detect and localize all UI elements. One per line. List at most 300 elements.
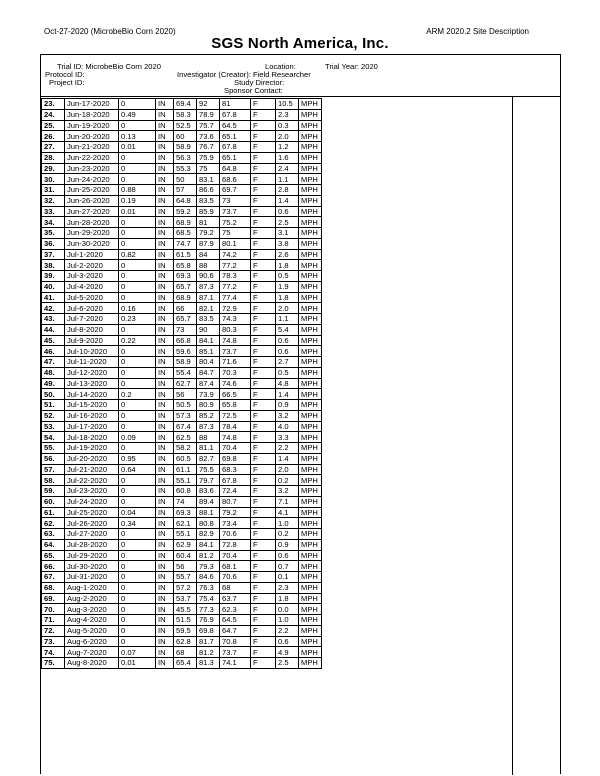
row-number: 38. xyxy=(42,260,65,271)
precip-unit-cell: IN xyxy=(156,572,174,583)
row-number: 53. xyxy=(42,421,65,432)
date-cell: Jul-28-2020 xyxy=(65,539,119,550)
table-row xyxy=(42,636,322,647)
precip-unit-cell: IN xyxy=(156,496,174,507)
max-temp-cell: 81.1 xyxy=(197,443,220,454)
row-number: 70. xyxy=(42,604,65,615)
table-row xyxy=(42,292,322,303)
wind-speed-cell: 4.9 xyxy=(276,647,299,658)
row-number: 43. xyxy=(42,314,65,325)
temp-unit-cell: F xyxy=(251,539,276,550)
min-temp-cell: 60 xyxy=(174,131,197,142)
precipitation-cell: 0 xyxy=(119,539,156,550)
min-temp-cell: 62.9 xyxy=(174,539,197,550)
row-number: 58. xyxy=(42,475,65,486)
min-temp-cell: 73 xyxy=(174,324,197,335)
temp-unit-cell: F xyxy=(251,228,276,239)
wind-speed-cell: 3.2 xyxy=(276,486,299,497)
row-number: 37. xyxy=(42,249,65,260)
min-temp-cell: 68.5 xyxy=(174,228,197,239)
min-temp-cell: 52.5 xyxy=(174,120,197,131)
table-row xyxy=(42,99,322,110)
date-cell: Jul-10-2020 xyxy=(65,346,119,357)
temp-unit-cell: F xyxy=(251,324,276,335)
min-temp-cell: 55.4 xyxy=(174,367,197,378)
report-type-title: ARM 2020.2 Site Description xyxy=(426,27,529,36)
precip-unit-cell: IN xyxy=(156,195,174,206)
temp-unit-cell: F xyxy=(251,443,276,454)
temp-unit-cell: F xyxy=(251,174,276,185)
wind-unit-cell: MPH xyxy=(299,228,322,239)
date-cell: Aug-1-2020 xyxy=(65,582,119,593)
table-row xyxy=(42,324,322,335)
min-temp-cell: 59.6 xyxy=(174,346,197,357)
date-cell: Jun-17-2020 xyxy=(65,99,119,110)
wind-unit-cell: MPH xyxy=(299,507,322,518)
row-number: 34. xyxy=(42,217,65,228)
precip-unit-cell: IN xyxy=(156,400,174,411)
row-number: 74. xyxy=(42,647,65,658)
precip-unit-cell: IN xyxy=(156,163,174,174)
date-cell: Jul-2-2020 xyxy=(65,260,119,271)
date-cell: Jul-20-2020 xyxy=(65,453,119,464)
temp-unit-cell: F xyxy=(251,389,276,400)
wind-speed-cell: 0.7 xyxy=(276,561,299,572)
date-cell: Jul-21-2020 xyxy=(65,464,119,475)
date-cell: Jul-30-2020 xyxy=(65,561,119,572)
date-cell: Jun-30-2020 xyxy=(65,238,119,249)
min-temp-cell: 61.1 xyxy=(174,464,197,475)
min-temp-cell: 62.5 xyxy=(174,432,197,443)
wind-unit-cell: MPH xyxy=(299,324,322,335)
date-cell: Jul-24-2020 xyxy=(65,496,119,507)
wind-speed-cell: 0.3 xyxy=(276,120,299,131)
wind-speed-cell: 7.1 xyxy=(276,496,299,507)
wind-unit-cell: MPH xyxy=(299,496,322,507)
wind-unit-cell: MPH xyxy=(299,281,322,292)
temp-unit-cell: F xyxy=(251,303,276,314)
precipitation-cell: 0 xyxy=(119,357,156,368)
table-row xyxy=(42,410,322,421)
precipitation-cell: 0 xyxy=(119,561,156,572)
max-temp-cell: 79.7 xyxy=(197,475,220,486)
wind-unit-cell: MPH xyxy=(299,120,322,131)
wind-unit-cell: MPH xyxy=(299,260,322,271)
max-temp-cell: 79.2 xyxy=(197,228,220,239)
wind-speed-cell: 2.6 xyxy=(276,249,299,260)
wind-unit-cell: MPH xyxy=(299,561,322,572)
precipitation-cell: 0 xyxy=(119,400,156,411)
avg-temp-cell: 67.8 xyxy=(220,475,251,486)
site-description-frame xyxy=(40,54,561,774)
max-temp-cell: 73.9 xyxy=(197,389,220,400)
wind-unit-cell: MPH xyxy=(299,357,322,368)
precipitation-cell: 0.34 xyxy=(119,518,156,529)
precip-unit-cell: IN xyxy=(156,647,174,658)
precip-unit-cell: IN xyxy=(156,152,174,163)
min-temp-cell: 60.5 xyxy=(174,453,197,464)
precip-unit-cell: IN xyxy=(156,292,174,303)
table-row xyxy=(42,400,322,411)
date-cell: Aug-8-2020 xyxy=(65,658,119,669)
date-cell: Jun-22-2020 xyxy=(65,152,119,163)
wind-unit-cell: MPH xyxy=(299,464,322,475)
max-temp-cell: 76.3 xyxy=(197,582,220,593)
precipitation-cell: 0.01 xyxy=(119,142,156,153)
max-temp-cell: 75.5 xyxy=(197,464,220,475)
table-row xyxy=(42,109,322,120)
wind-speed-cell: 2.0 xyxy=(276,131,299,142)
precip-unit-cell: IN xyxy=(156,99,174,110)
avg-temp-cell: 75.2 xyxy=(220,217,251,228)
wind-unit-cell: MPH xyxy=(299,314,322,325)
min-temp-cell: 65.8 xyxy=(174,260,197,271)
row-number: 62. xyxy=(42,518,65,529)
min-temp-cell: 55.3 xyxy=(174,163,197,174)
avg-temp-cell: 63.7 xyxy=(220,593,251,604)
avg-temp-cell: 77.4 xyxy=(220,292,251,303)
row-number: 42. xyxy=(42,303,65,314)
table-row xyxy=(42,658,322,669)
date-cell: Jul-3-2020 xyxy=(65,271,119,282)
wind-unit-cell: MPH xyxy=(299,518,322,529)
row-number: 67. xyxy=(42,572,65,583)
precipitation-cell: 0 xyxy=(119,625,156,636)
avg-temp-cell: 68.6 xyxy=(220,174,251,185)
table-row xyxy=(42,389,322,400)
row-number: 28. xyxy=(42,152,65,163)
row-number: 39. xyxy=(42,271,65,282)
investigator: Investigator (Creator): Field Researcher xyxy=(177,70,311,79)
max-temp-cell: 88 xyxy=(197,432,220,443)
precipitation-cell: 0.01 xyxy=(119,658,156,669)
date-cell: Jul-11-2020 xyxy=(65,357,119,368)
min-temp-cell: 65.7 xyxy=(174,281,197,292)
wind-speed-cell: 2.4 xyxy=(276,163,299,174)
avg-temp-cell: 80.3 xyxy=(220,324,251,335)
wind-speed-cell: 2.3 xyxy=(276,582,299,593)
table-row xyxy=(42,561,322,572)
wind-unit-cell: MPH xyxy=(299,539,322,550)
max-temp-cell: 92 xyxy=(197,99,220,110)
avg-temp-cell: 66.5 xyxy=(220,389,251,400)
temp-unit-cell: F xyxy=(251,314,276,325)
precip-unit-cell: IN xyxy=(156,131,174,142)
min-temp-cell: 55.1 xyxy=(174,529,197,540)
min-temp-cell: 65.4 xyxy=(174,658,197,669)
date-cell: Jul-9-2020 xyxy=(65,335,119,346)
max-temp-cell: 84.6 xyxy=(197,572,220,583)
min-temp-cell: 50 xyxy=(174,174,197,185)
precip-unit-cell: IN xyxy=(156,303,174,314)
min-temp-cell: 74.7 xyxy=(174,238,197,249)
temp-unit-cell: F xyxy=(251,636,276,647)
min-temp-cell: 55.1 xyxy=(174,475,197,486)
wind-speed-cell: 4.0 xyxy=(276,421,299,432)
temp-unit-cell: F xyxy=(251,260,276,271)
wind-unit-cell: MPH xyxy=(299,636,322,647)
avg-temp-cell: 69.8 xyxy=(220,453,251,464)
temp-unit-cell: F xyxy=(251,185,276,196)
row-number: 35. xyxy=(42,228,65,239)
table-row xyxy=(42,464,322,475)
precipitation-cell: 0 xyxy=(119,217,156,228)
min-temp-cell: 50.5 xyxy=(174,400,197,411)
wind-speed-cell: 4.1 xyxy=(276,507,299,518)
avg-temp-cell: 72.9 xyxy=(220,303,251,314)
wind-speed-cell: 1.8 xyxy=(276,260,299,271)
precipitation-cell: 0.07 xyxy=(119,647,156,658)
location: Location: xyxy=(265,62,296,71)
max-temp-cell: 81 xyxy=(197,217,220,228)
row-number: 24. xyxy=(42,109,65,120)
temp-unit-cell: F xyxy=(251,367,276,378)
max-temp-cell: 80.4 xyxy=(197,357,220,368)
wind-speed-cell: 3.2 xyxy=(276,410,299,421)
table-row xyxy=(42,432,322,443)
avg-temp-cell: 64.8 xyxy=(220,163,251,174)
temp-unit-cell: F xyxy=(251,486,276,497)
avg-temp-cell: 68.3 xyxy=(220,464,251,475)
protocol-id: Protocol ID: xyxy=(45,70,85,79)
temp-unit-cell: F xyxy=(251,615,276,626)
wind-unit-cell: MPH xyxy=(299,582,322,593)
avg-temp-cell: 65.8 xyxy=(220,400,251,411)
precipitation-cell: 0.88 xyxy=(119,185,156,196)
table-row xyxy=(42,475,322,486)
precipitation-cell: 0 xyxy=(119,410,156,421)
table-row xyxy=(42,131,322,142)
table-row xyxy=(42,572,322,583)
table-row xyxy=(42,604,322,615)
max-temp-cell: 76.7 xyxy=(197,142,220,153)
temp-unit-cell: F xyxy=(251,453,276,464)
avg-temp-cell: 74.8 xyxy=(220,432,251,443)
avg-temp-cell: 70.3 xyxy=(220,367,251,378)
date-cell: Jul-12-2020 xyxy=(65,367,119,378)
precip-unit-cell: IN xyxy=(156,550,174,561)
precipitation-cell: 0 xyxy=(119,174,156,185)
max-temp-cell: 84.7 xyxy=(197,367,220,378)
temp-unit-cell: F xyxy=(251,658,276,669)
row-number: 44. xyxy=(42,324,65,335)
table-row xyxy=(42,335,322,346)
avg-temp-cell: 72.4 xyxy=(220,486,251,497)
row-number: 36. xyxy=(42,238,65,249)
min-temp-cell: 56.3 xyxy=(174,152,197,163)
row-number: 46. xyxy=(42,346,65,357)
wind-unit-cell: MPH xyxy=(299,163,322,174)
row-number: 31. xyxy=(42,185,65,196)
table-row xyxy=(42,142,322,153)
precip-unit-cell: IN xyxy=(156,260,174,271)
table-row xyxy=(42,120,322,131)
wind-unit-cell: MPH xyxy=(299,453,322,464)
wind-unit-cell: MPH xyxy=(299,593,322,604)
date-cell: Jul-22-2020 xyxy=(65,475,119,486)
wind-unit-cell: MPH xyxy=(299,195,322,206)
wind-unit-cell: MPH xyxy=(299,292,322,303)
wind-unit-cell: MPH xyxy=(299,335,322,346)
avg-temp-cell: 64.7 xyxy=(220,625,251,636)
avg-temp-cell: 68.1 xyxy=(220,561,251,572)
precipitation-cell: 0 xyxy=(119,238,156,249)
wind-speed-cell: 2.5 xyxy=(276,658,299,669)
table-row xyxy=(42,357,322,368)
wind-speed-cell: 0.9 xyxy=(276,539,299,550)
precipitation-cell: 0 xyxy=(119,572,156,583)
row-number: 69. xyxy=(42,593,65,604)
row-number: 56. xyxy=(42,453,65,464)
wind-speed-cell: 0.6 xyxy=(276,636,299,647)
temp-unit-cell: F xyxy=(251,507,276,518)
precip-unit-cell: IN xyxy=(156,615,174,626)
wind-speed-cell: 1.0 xyxy=(276,518,299,529)
trial-id: Trial ID: MicrobeBio Corn 2020 xyxy=(57,62,161,71)
table-row xyxy=(42,271,322,282)
date-cell: Jun-21-2020 xyxy=(65,142,119,153)
min-temp-cell: 60.8 xyxy=(174,486,197,497)
temp-unit-cell: F xyxy=(251,647,276,658)
project-id: Project ID: xyxy=(49,78,85,87)
table-row xyxy=(42,367,322,378)
max-temp-cell: 90.6 xyxy=(197,271,220,282)
wind-unit-cell: MPH xyxy=(299,550,322,561)
max-temp-cell: 83.5 xyxy=(197,195,220,206)
min-temp-cell: 51.5 xyxy=(174,615,197,626)
wind-speed-cell: 2.3 xyxy=(276,109,299,120)
table-row xyxy=(42,550,322,561)
wind-speed-cell: 2.8 xyxy=(276,185,299,196)
date-cell: Aug-5-2020 xyxy=(65,625,119,636)
date-cell: Jul-17-2020 xyxy=(65,421,119,432)
wind-speed-cell: 0.6 xyxy=(276,550,299,561)
precipitation-cell: 0.09 xyxy=(119,432,156,443)
precipitation-cell: 0 xyxy=(119,636,156,647)
wind-speed-cell: 2.5 xyxy=(276,217,299,228)
max-temp-cell: 85.9 xyxy=(197,206,220,217)
wind-unit-cell: MPH xyxy=(299,217,322,228)
date-cell: Jun-26-2020 xyxy=(65,195,119,206)
avg-temp-cell: 70.4 xyxy=(220,443,251,454)
max-temp-cell: 87.1 xyxy=(197,292,220,303)
row-number: 25. xyxy=(42,120,65,131)
min-temp-cell: 66 xyxy=(174,303,197,314)
temp-unit-cell: F xyxy=(251,432,276,443)
table-row xyxy=(42,185,322,196)
temp-unit-cell: F xyxy=(251,120,276,131)
max-temp-cell: 69.8 xyxy=(197,625,220,636)
table-row xyxy=(42,529,322,540)
date-cell: Jul-6-2020 xyxy=(65,303,119,314)
precip-unit-cell: IN xyxy=(156,174,174,185)
avg-temp-cell: 73.7 xyxy=(220,346,251,357)
precipitation-cell: 0.64 xyxy=(119,464,156,475)
avg-temp-cell: 74.3 xyxy=(220,314,251,325)
precipitation-cell: 0.22 xyxy=(119,335,156,346)
max-temp-cell: 81.7 xyxy=(197,636,220,647)
temp-unit-cell: F xyxy=(251,163,276,174)
max-temp-cell: 73.6 xyxy=(197,131,220,142)
wind-speed-cell: 1.4 xyxy=(276,453,299,464)
row-number: 30. xyxy=(42,174,65,185)
table-row xyxy=(42,249,322,260)
avg-temp-cell: 72.5 xyxy=(220,410,251,421)
temp-unit-cell: F xyxy=(251,625,276,636)
wind-speed-cell: 1.8 xyxy=(276,593,299,604)
sponsor-contact: Sponsor Contact: xyxy=(224,86,283,95)
precip-unit-cell: IN xyxy=(156,432,174,443)
precipitation-cell: 0 xyxy=(119,496,156,507)
min-temp-cell: 59.5 xyxy=(174,625,197,636)
row-number: 29. xyxy=(42,163,65,174)
avg-temp-cell: 67.8 xyxy=(220,142,251,153)
row-number: 55. xyxy=(42,443,65,454)
avg-temp-cell: 71.6 xyxy=(220,357,251,368)
wind-speed-cell: 0.1 xyxy=(276,572,299,583)
wind-speed-cell: 1.4 xyxy=(276,195,299,206)
precip-unit-cell: IN xyxy=(156,324,174,335)
date-cell: Jun-29-2020 xyxy=(65,228,119,239)
min-temp-cell: 57.2 xyxy=(174,582,197,593)
avg-temp-cell: 77.2 xyxy=(220,260,251,271)
date-cell: Aug-6-2020 xyxy=(65,636,119,647)
precip-unit-cell: IN xyxy=(156,636,174,647)
avg-temp-cell: 80.7 xyxy=(220,496,251,507)
date-cell: Jun-25-2020 xyxy=(65,185,119,196)
precip-unit-cell: IN xyxy=(156,335,174,346)
max-temp-cell: 75.4 xyxy=(197,593,220,604)
avg-temp-cell: 68 xyxy=(220,582,251,593)
wind-unit-cell: MPH xyxy=(299,185,322,196)
wind-unit-cell: MPH xyxy=(299,625,322,636)
table-row xyxy=(42,260,322,271)
min-temp-cell: 66.8 xyxy=(174,335,197,346)
precip-unit-cell: IN xyxy=(156,120,174,131)
date-cell: Jul-19-2020 xyxy=(65,443,119,454)
table-row xyxy=(42,486,322,497)
precipitation-cell: 0 xyxy=(119,120,156,131)
precipitation-cell: 0 xyxy=(119,486,156,497)
precipitation-cell: 0 xyxy=(119,346,156,357)
precip-unit-cell: IN xyxy=(156,658,174,669)
wind-unit-cell: MPH xyxy=(299,486,322,497)
trial-year: Trial Year: 2020 xyxy=(325,62,378,71)
row-number: 40. xyxy=(42,281,65,292)
row-number: 63. xyxy=(42,529,65,540)
date-cell: Jun-20-2020 xyxy=(65,131,119,142)
wind-speed-cell: 1.1 xyxy=(276,174,299,185)
report-date-title: Oct-27-2020 (MicrobeBio Corn 2020) xyxy=(44,27,176,36)
wind-speed-cell: 3.1 xyxy=(276,228,299,239)
avg-temp-cell: 64.5 xyxy=(220,615,251,626)
max-temp-cell: 88 xyxy=(197,260,220,271)
max-temp-cell: 81.2 xyxy=(197,647,220,658)
wind-speed-cell: 10.5 xyxy=(276,99,299,110)
precipitation-cell: 0 xyxy=(119,152,156,163)
wind-unit-cell: MPH xyxy=(299,443,322,454)
avg-temp-cell: 65.1 xyxy=(220,131,251,142)
temp-unit-cell: F xyxy=(251,238,276,249)
wind-unit-cell: MPH xyxy=(299,131,322,142)
row-number: 52. xyxy=(42,410,65,421)
weather-table xyxy=(41,98,322,669)
avg-temp-cell: 73.7 xyxy=(220,206,251,217)
precip-unit-cell: IN xyxy=(156,582,174,593)
row-number: 45. xyxy=(42,335,65,346)
date-cell: Aug-4-2020 xyxy=(65,615,119,626)
table-row xyxy=(42,507,322,518)
